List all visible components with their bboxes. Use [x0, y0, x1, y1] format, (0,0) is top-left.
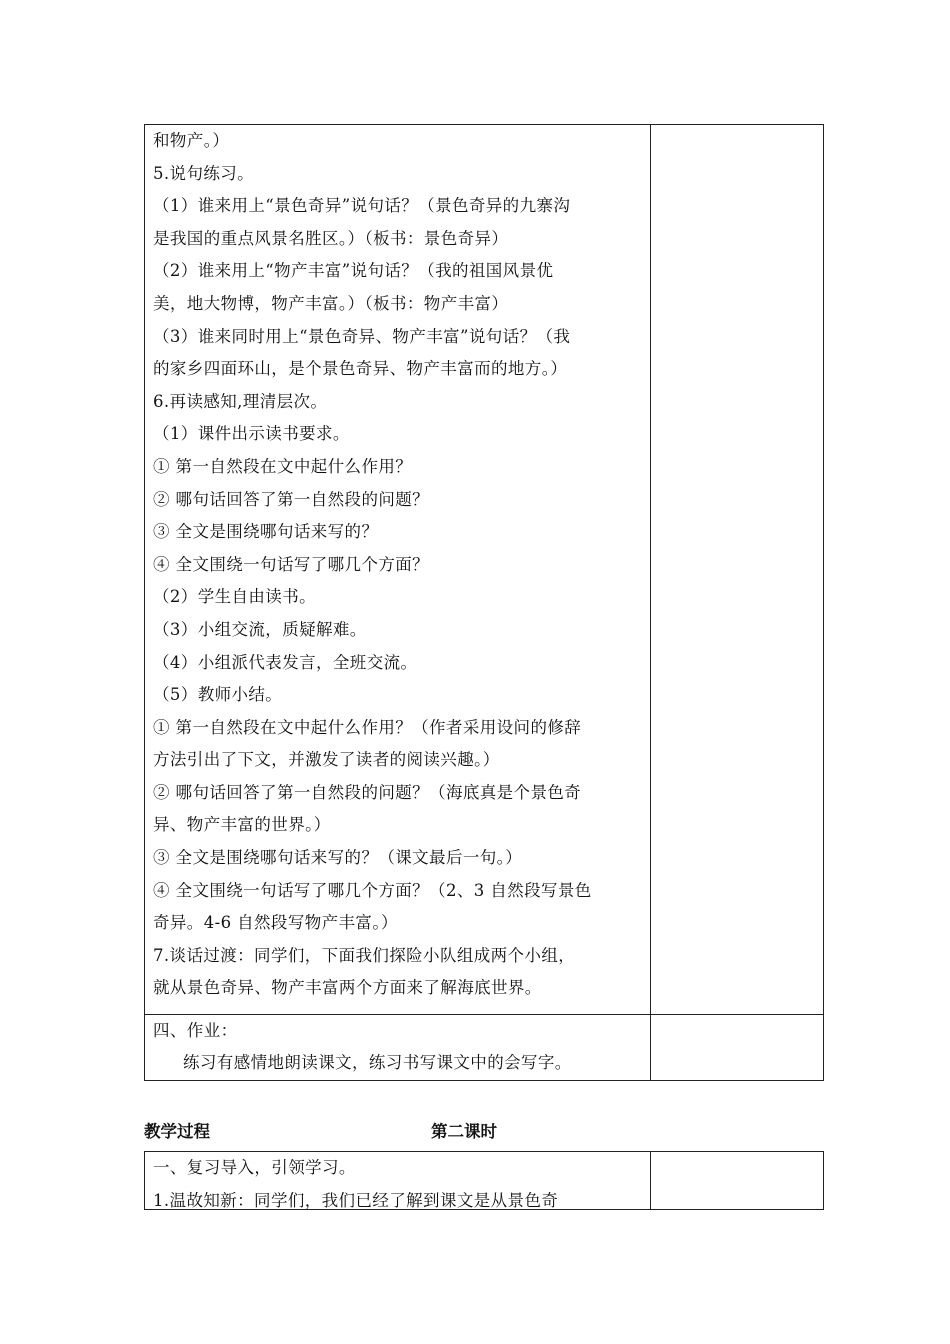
text-line: 就从景色奇异、物产丰富两个方面来了解海底世界。 [153, 978, 542, 998]
text-line: （4）小组派代表发言，全班交流。 [153, 652, 418, 672]
content-cell [145, 1015, 651, 1080]
lesson-table-1 [144, 124, 824, 1081]
text-line: ① 第一自然段在文中起什么作用？（作者采用设问的修辞 [153, 717, 582, 737]
lesson-table-2 [144, 1151, 824, 1210]
text-line: （2）谁来用上“物产丰富”说句话？（我的祖国风景优 [153, 261, 554, 281]
content-cell [145, 1152, 651, 1210]
text-line: ④ 全文围绕一句话写了哪几个方面？ [153, 554, 430, 574]
text-line: （1）谁来用上“景色奇异”说句话？（景色奇异的九寨沟 [153, 196, 571, 216]
notes-cell [651, 1152, 823, 1210]
text-line: （5）教师小结。 [153, 685, 283, 705]
text-line: 6.再读感知,理清层次。 [153, 391, 328, 411]
section-label: 教学过程 [144, 1122, 210, 1141]
lesson-period-title: 第二课时 [431, 1122, 497, 1141]
table-row [145, 1152, 823, 1210]
text-line: ④ 全文围绕一句话写了哪几个方面？（2、3 自然段写景色 [153, 880, 592, 900]
text-line: （3）谁来同时用上“景色奇异、物产丰富”说句话？（我 [153, 326, 571, 346]
text-line: 奇异。4-6 自然段写物产丰富。） [153, 913, 398, 933]
text-line: （1）课件出示读书要求。 [153, 424, 350, 444]
text-line: 一、复习导入，引领学习。 [153, 1158, 356, 1177]
text-line: 方法引出了下文，并激发了读者的阅读兴趣。） [153, 750, 500, 770]
text-line: 练习有感情地朗读课文，练习书写课文中的会写字。 [183, 1053, 572, 1073]
text-line: 1.温故知新：同学们，我们已经了解到课文是从景色奇 [153, 1190, 559, 1210]
text-line: 的家乡四面环山，是个景色奇异、物产丰富而的地方。） [153, 359, 568, 379]
section-title: 四、作业： [153, 1020, 238, 1040]
notes-cell [651, 1015, 823, 1080]
text-line: 是我国的重点风景名胜区。）（板书：景色奇异） [153, 228, 509, 248]
table-row [145, 125, 823, 1014]
table-row [145, 1014, 823, 1080]
text-line: 和物产。） [153, 131, 230, 150]
text-line: ① 第一自然段在文中起什么作用？ [153, 456, 413, 476]
text-line: 美，地大物博，物产丰富。）（板书：物产丰富） [153, 293, 509, 313]
content-cell [145, 125, 651, 1014]
text-line: ③ 全文是围绕哪句话来写的？（课文最后一句。） [153, 848, 523, 868]
text-line: 5.说句练习。 [153, 163, 255, 183]
notes-cell [651, 125, 823, 1014]
text-line: ③ 全文是围绕哪句话来写的？ [153, 522, 379, 542]
text-line: 7.谈话过渡：同学们，下面我们探险小队组成两个小组， [153, 945, 576, 965]
text-line: （3）小组交流，质疑解难。 [153, 619, 367, 639]
text-line: 异、物产丰富的世界。） [153, 815, 331, 835]
text-line: （2）学生自由读书。 [153, 587, 316, 607]
text-line: ② 哪句话回答了第一自然段的问题？（海底真是个景色奇 [153, 782, 582, 802]
text-line: ② 哪句话回答了第一自然段的问题？ [153, 489, 430, 509]
